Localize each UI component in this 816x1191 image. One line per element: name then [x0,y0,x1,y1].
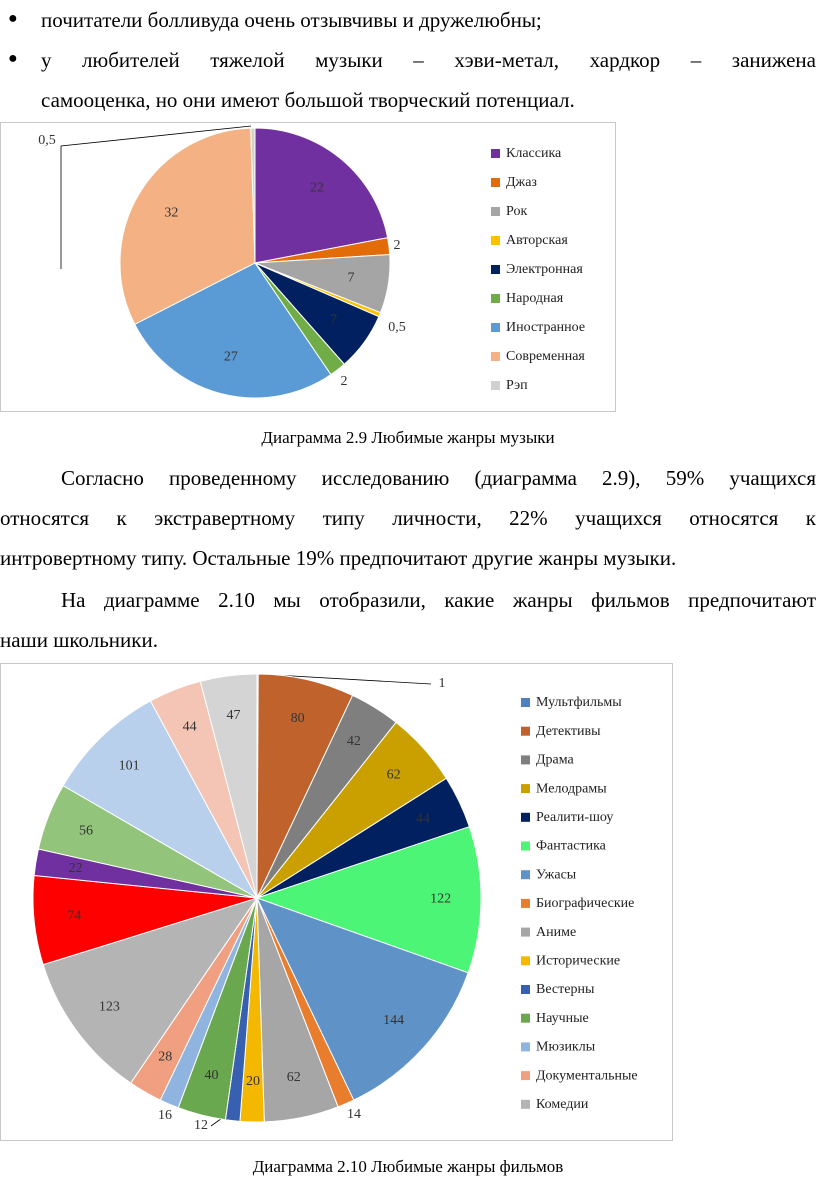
legend-swatch [491,149,500,158]
data-label: 123 [98,999,120,1015]
data-label: 62 [286,1070,301,1086]
data-label: 74 [67,908,82,924]
data-label: 27 [223,349,238,365]
paragraph-line: наши школьники. [0,628,158,652]
data-label: 44 [415,811,430,827]
legend-label: Исторические [536,953,621,969]
legend-swatch [521,1014,530,1023]
legend-label: Научные [536,1010,589,1026]
paragraph-line: Согласно проведенному исследованию (диаграмма 2.9), 59% учащихся [61,466,816,490]
legend-label: Рэп [506,378,528,394]
data-label: 0,5 [388,320,406,336]
data-label: 22 [309,180,324,196]
data-label: 80 [290,711,305,727]
legend-swatch [521,899,530,908]
legend-swatch [521,1042,530,1051]
data-label: 32 [164,205,179,221]
legend-swatch [521,928,530,937]
data-label: 7 [330,312,338,328]
legend-label: Ужасы [536,867,577,883]
legend-swatch [521,985,530,994]
chart-music-svg [1,123,617,413]
legend-swatch [491,236,500,245]
legend-label: Документальные [536,1068,638,1084]
legend-swatch [491,323,500,332]
legend-swatch [491,381,500,390]
legend-label: Вестерны [536,982,595,998]
legend-label: Электронная [506,262,583,278]
chart-films [0,663,673,1141]
chart-films-svg [1,664,674,1142]
data-label: 16 [158,1108,172,1124]
chart-caption: Диаграмма 2.9 Любимые жанры музыки [261,428,555,447]
data-label: 22 [68,860,83,876]
legend-label: Драма [536,752,574,768]
bullet-text-line: у любителей тяжелой музыки – хэви-метал, хардкор – занижена [41,48,816,72]
legend-swatch [491,352,500,361]
data-label: 14 [347,1107,361,1123]
legend-label: Фантастика [536,838,606,854]
legend-swatch [521,727,530,736]
legend-swatch [521,956,530,965]
legend-swatch [491,265,500,274]
data-label: 2 [393,238,401,254]
data-label: 28 [158,1049,173,1065]
legend-swatch [521,784,530,793]
legend-label: Мелодрамы [536,781,607,797]
legend-swatch [521,1071,530,1080]
data-label: 101 [118,758,140,774]
data-label: 1 [438,676,446,692]
legend-label: Народная [506,291,564,307]
data-label: 47 [226,708,241,724]
legend-swatch [491,207,500,216]
paragraph-line: На диаграмме 2.10 мы отобразили, какие жанры фильмов предпочитают [61,588,816,612]
legend-label: Детективы [536,723,601,739]
data-label: 12 [194,1118,208,1134]
data-label: 42 [346,734,361,750]
bullet-text-line: самооценка, но они имеют большой творческий потенциал. [41,88,575,112]
legend-label: Реалити-шоу [536,810,614,826]
data-label: 20 [245,1073,260,1089]
legend-label: Аниме [536,924,577,940]
legend-swatch [521,842,530,851]
bullet-dot: ● [8,10,18,27]
legend-label: Классика [506,146,562,162]
legend-swatch [521,755,530,764]
paragraph-line: относятся к экстравертному типу личности, 22% учащихся относятся к [0,506,816,530]
data-label: 2 [340,374,348,390]
legend-swatch [491,294,500,303]
legend-label: Мультфильмы [536,695,622,711]
data-label: 122 [430,891,452,907]
legend-label: Мюзиклы [536,1039,596,1055]
data-label: 56 [78,823,93,839]
legend-label: Современная [506,349,585,365]
legend-label: Биографические [536,896,635,912]
data-label: 62 [386,767,401,783]
legend-swatch [521,698,530,707]
legend-label: Авторская [506,233,568,249]
legend-label: Рок [506,204,528,220]
legend-swatch [521,870,530,879]
legend-swatch [521,1100,530,1109]
legend-label: Комедии [536,1097,589,1113]
legend-label: Джаз [506,175,537,191]
legend-swatch [521,813,530,822]
data-label: 0,5 [38,133,56,149]
data-label: 40 [204,1068,219,1084]
chart-music [0,122,616,412]
data-label: 144 [383,1013,405,1029]
legend-label: Иностранное [506,320,586,336]
paragraph-line: интровертному типу. Остальные 19% предпочитают другие жанры музыки. [0,546,677,570]
bullet-dot: ● [8,50,18,67]
data-label: 7 [347,270,355,286]
chart-caption: Диаграмма 2.10 Любимые жанры фильмов [252,1157,564,1176]
legend-swatch [491,178,500,187]
bullet-text: почитатели болливуда очень отзывчивы и дружелюбны; [41,8,542,32]
data-label: 44 [182,719,197,735]
